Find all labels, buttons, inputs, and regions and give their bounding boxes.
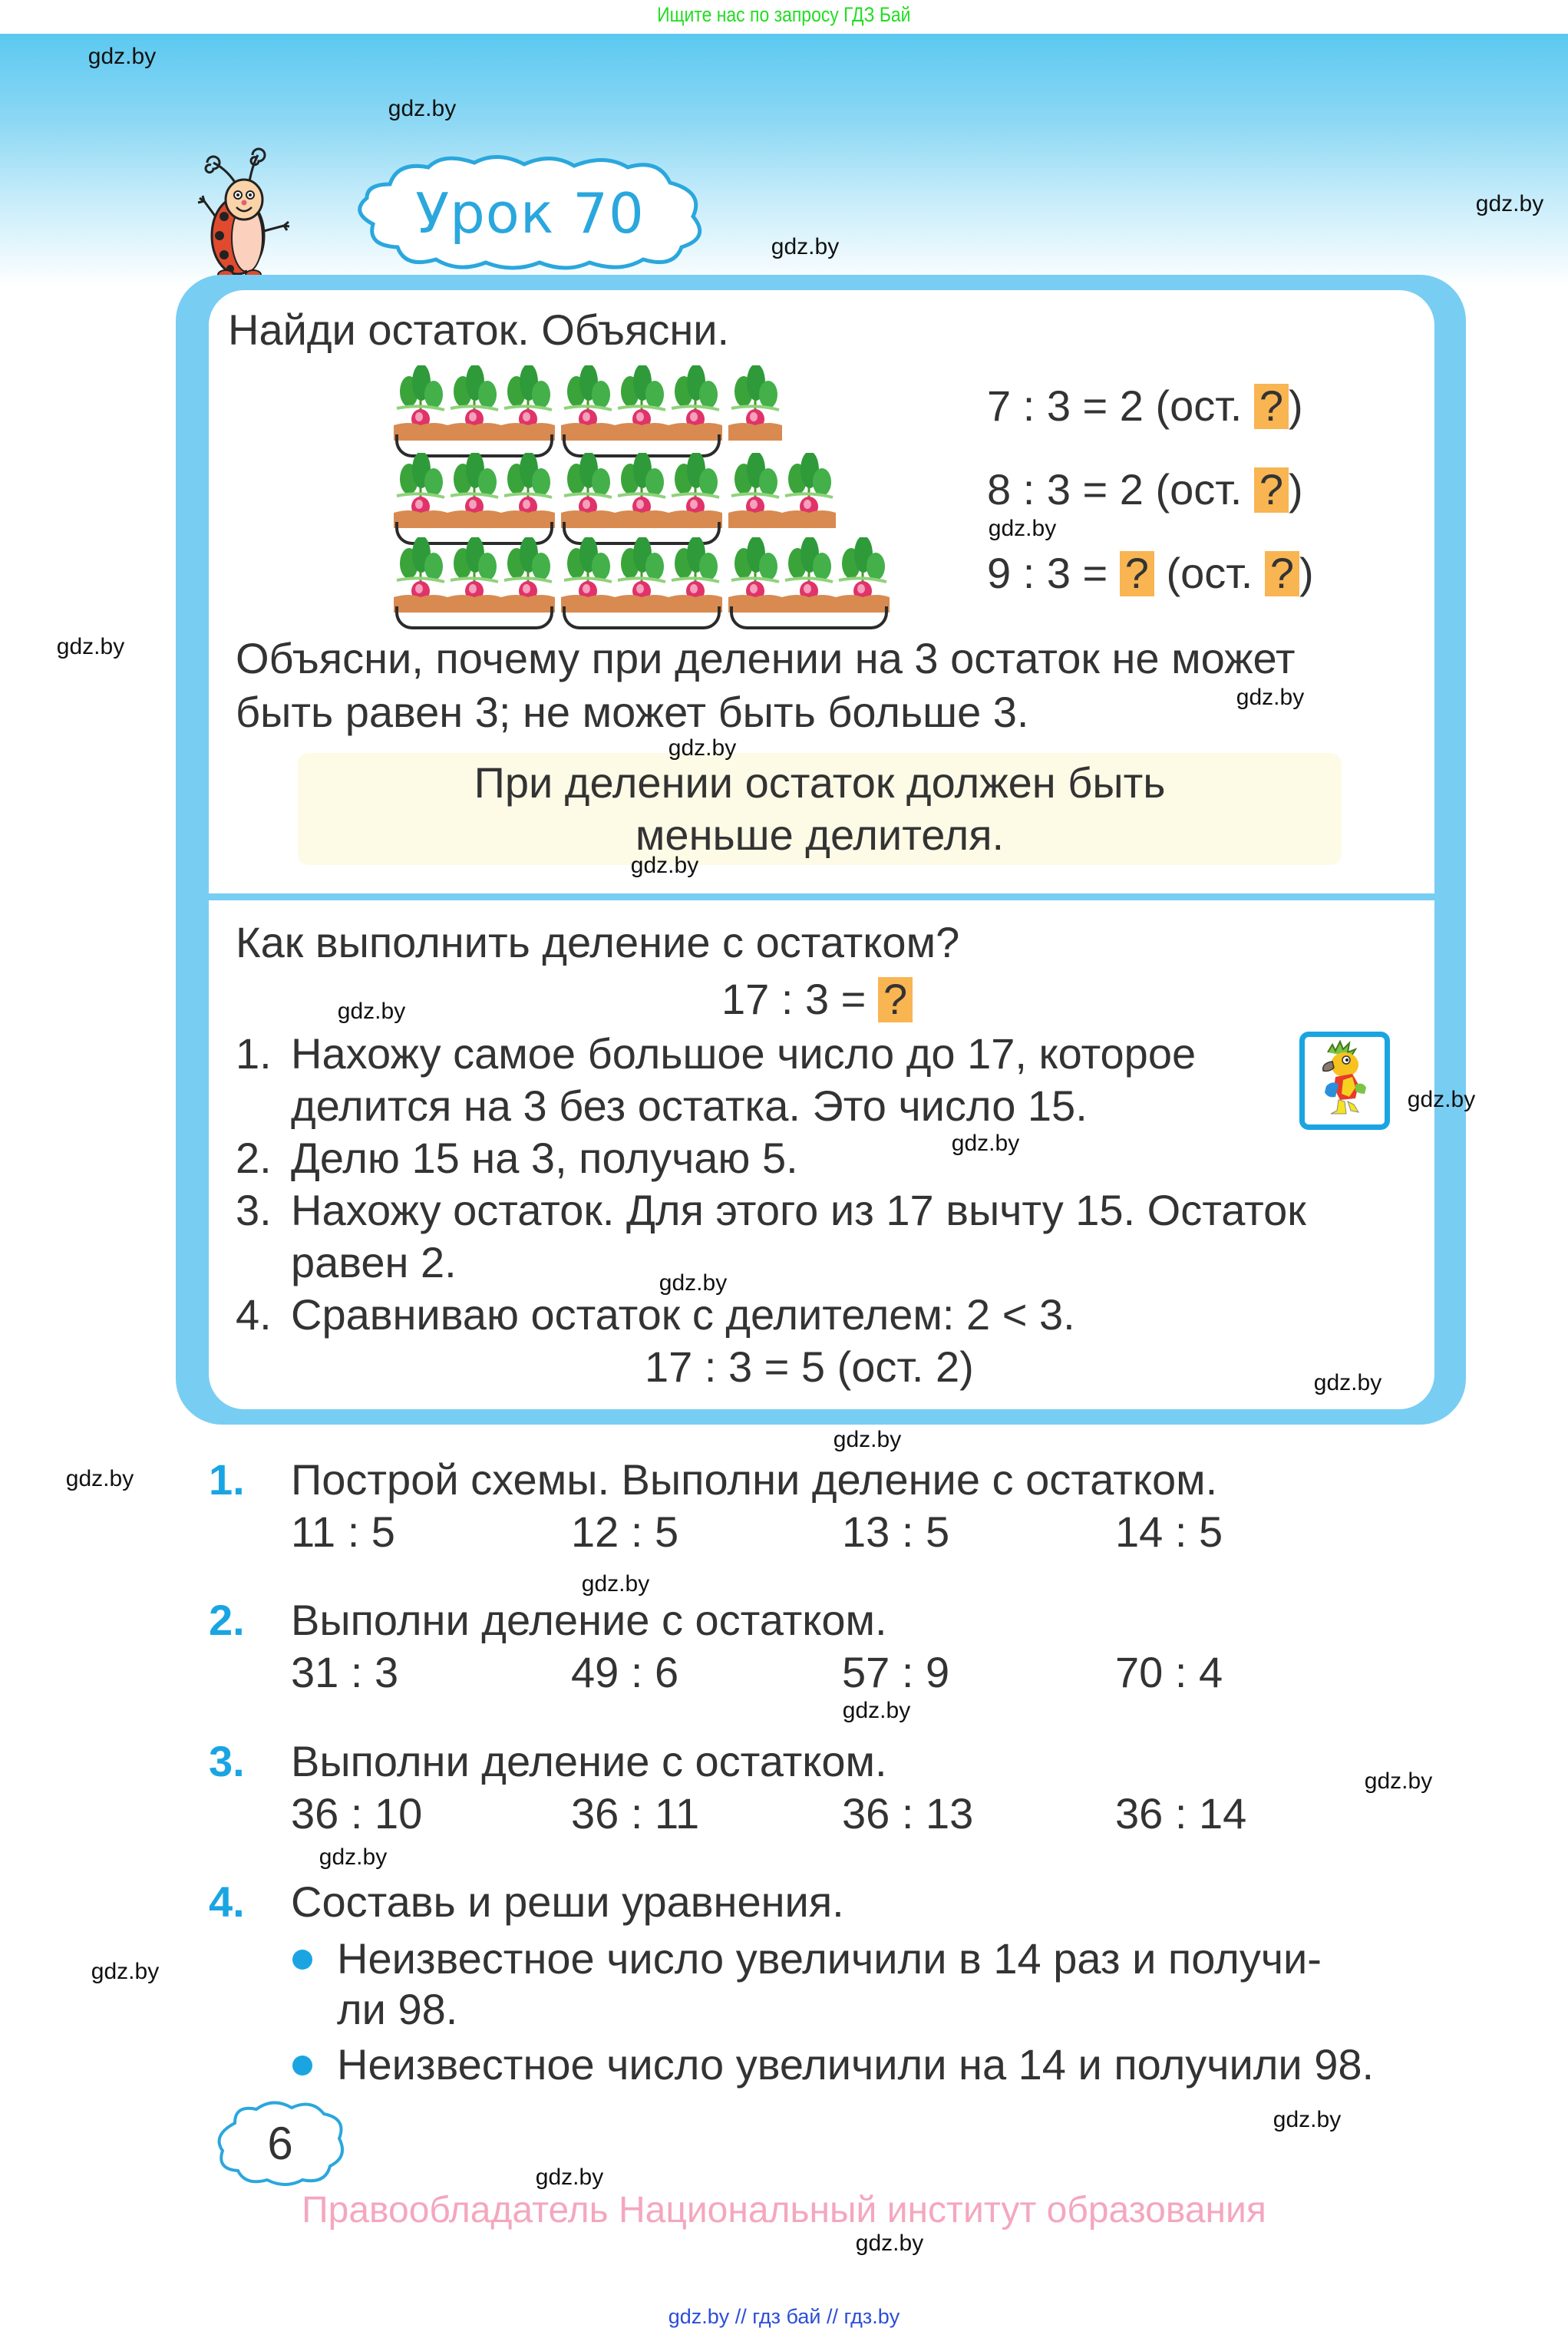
step-2-number: 2. <box>236 1134 272 1182</box>
radish-icon <box>728 365 782 442</box>
radish-icon <box>668 537 722 614</box>
radish-icon <box>394 365 447 442</box>
exercise-4-bullet-2-line1: Неизвестное число увеличили на 14 и получили 98. <box>337 2040 1375 2089</box>
watermark: gdz.by <box>842 1698 911 1723</box>
exercise-4-number: 4. <box>209 1877 245 1926</box>
radish-icon <box>782 537 836 614</box>
watermark: gdz.by <box>1407 1087 1476 1112</box>
exercise-3-text: Выполни деление с остатком. <box>291 1737 887 1785</box>
exercise-2-item: 49 : 6 <box>571 1648 679 1696</box>
step-3-line1: Нахожу остаток. Для этого из 17 вычту 15. Остаток <box>291 1186 1306 1234</box>
radish-icon <box>615 453 668 530</box>
radish-icon <box>394 453 447 530</box>
exercise-1-item: 12 : 5 <box>571 1507 679 1556</box>
ladybug-mascot-icon <box>190 140 298 278</box>
watermark: gdz.by <box>771 234 840 259</box>
watermark: gdz.by <box>1475 191 1544 216</box>
radish-icon <box>561 537 615 614</box>
radish-row-7 <box>394 365 782 459</box>
radish-icon <box>561 365 615 442</box>
radish-group-of-three <box>394 453 555 547</box>
watermark: gdz.by <box>388 96 457 121</box>
radish-icon <box>501 365 555 442</box>
watermark: gdz.by <box>87 44 157 69</box>
parrot-icon <box>1299 1032 1390 1130</box>
radish-icon <box>668 453 722 530</box>
exercise-3-item: 36 : 10 <box>291 1789 423 1838</box>
exercise-3-item: 36 : 14 <box>1115 1789 1247 1838</box>
exercise-1-item: 13 : 5 <box>842 1507 950 1556</box>
example-equation: 17 : 3 = ? <box>721 977 913 1022</box>
radish-remainder-group <box>728 365 782 459</box>
radish-icon <box>501 537 555 614</box>
watermark: gdz.by <box>1236 685 1305 710</box>
unknown-result-box: ? <box>878 977 913 1022</box>
bullet-icon <box>292 2056 312 2075</box>
section2-heading: Как выполнить деление с остатком? <box>236 918 960 966</box>
watermark: gdz.by <box>65 1466 134 1491</box>
radish-row-8 <box>394 453 836 547</box>
step-1-number: 1. <box>236 1029 272 1078</box>
exercise-2-item: 70 : 4 <box>1115 1648 1223 1696</box>
watermark: gdz.by <box>1364 1768 1433 1794</box>
exercise-1-number: 1. <box>209 1455 245 1504</box>
page-number: 6 <box>267 2117 293 2169</box>
step-3-line2: равен 2. <box>291 1238 457 1286</box>
watermark: gdz.by <box>951 1131 1020 1156</box>
watermark: gdz.by <box>630 853 699 878</box>
radish-group-of-three <box>561 537 722 631</box>
radish-icon <box>728 537 782 614</box>
radish-icon <box>836 537 890 614</box>
radish-icon <box>782 453 836 530</box>
watermark: gdz.by <box>855 2231 924 2256</box>
section1-heading: Найди остаток. Объясни. <box>228 305 730 354</box>
exercise-2-item: 31 : 3 <box>291 1648 399 1696</box>
exercise-4-text: Составь и реши уравнения. <box>291 1877 844 1926</box>
section-divider <box>209 893 1434 900</box>
radish-group-of-three <box>394 365 555 459</box>
exercise-2-text: Выполни деление с остатком. <box>291 1596 887 1644</box>
watermark: gdz.by <box>56 634 125 659</box>
watermark: gdz.by <box>337 999 406 1024</box>
radish-icon <box>501 453 555 530</box>
watermark: gdz.by <box>659 1270 728 1296</box>
step-1-line1: Нахожу самое большое число до 17, которое <box>291 1029 1197 1078</box>
lesson-title-cloud <box>344 154 716 272</box>
banner-text: Ищите нас по запросу ГДЗ Бай <box>657 3 911 26</box>
watermark: gdz.by <box>91 1959 160 1984</box>
radish-group-of-three <box>394 537 555 631</box>
exercise-4-bullet-1-line2: ли 98. <box>337 1985 458 2033</box>
footer-links[interactable]: gdz.by // гдз бай // гдз.by <box>668 2305 900 2328</box>
step-2-line1: Делю 15 на 3, получаю 5. <box>291 1134 798 1182</box>
bullet-icon <box>292 1950 312 1970</box>
radish-icon <box>447 537 501 614</box>
exercise-1-item: 11 : 5 <box>291 1507 395 1556</box>
exercise-3-item: 36 : 11 <box>571 1789 700 1838</box>
radish-icon <box>728 453 782 530</box>
exercise-1-text: Построй схемы. Выполни деление с остатком. <box>291 1455 1218 1504</box>
exercise-4-bullet-1-line1: Неизвестное число увеличили в 14 раз и получи- <box>337 1934 1322 1983</box>
top-banner <box>0 0 1568 34</box>
rule-text-line1: При делении остаток должен быть <box>474 758 1166 807</box>
equation-9-div-3: 9 : 3 = ? (ост. ? ) <box>987 549 1314 597</box>
watermark: gdz.by <box>319 1844 388 1870</box>
radish-icon <box>394 537 447 614</box>
watermark: gdz.by <box>833 1427 902 1452</box>
rule-text-line2: меньше делителя. <box>635 811 1005 859</box>
radish-icon <box>668 365 722 442</box>
explain-text-line2: быть равен 3; не может быть больше 3. <box>236 688 1029 736</box>
step-4-line1: Сравниваю остаток с делителем: 2 < 3. <box>291 1290 1075 1339</box>
radish-icon <box>447 453 501 530</box>
exercise-3-item: 36 : 13 <box>842 1789 974 1838</box>
example-result: 17 : 3 = 5 (ост. 2) <box>645 1342 974 1391</box>
exercise-2-number: 2. <box>209 1596 245 1644</box>
equation-7-div-3: 7 : 3 = 2 (ост. ? ) <box>987 381 1303 430</box>
radish-row-9 <box>394 537 890 631</box>
copyright-notice: Правообладатель Национальный институт образования <box>302 2190 1266 2231</box>
exercise-3-number: 3. <box>209 1737 245 1785</box>
watermark: gdz.by <box>988 516 1057 541</box>
page-number-cloud <box>212 2100 348 2186</box>
lesson-title: Урок 70 <box>415 180 645 246</box>
step-3-number: 3. <box>236 1186 272 1234</box>
watermark: gdz.by <box>668 735 737 761</box>
unknown-remainder-box: ? <box>1254 467 1289 513</box>
radish-icon <box>615 365 668 442</box>
radish-group-of-three <box>728 537 890 631</box>
equation-8-div-3: 8 : 3 = 2 (ост. ? ) <box>987 465 1303 514</box>
exercise-1-item: 14 : 5 <box>1115 1507 1223 1556</box>
watermark: gdz.by <box>535 2165 604 2190</box>
radish-remainder-group <box>728 453 836 547</box>
radish-icon <box>615 537 668 614</box>
unknown-quotient-box: ? <box>1120 551 1154 596</box>
unknown-remainder-box: ? <box>1265 551 1299 596</box>
step-1-line2: делится на 3 без остатка. Это число 15. <box>291 1081 1088 1130</box>
watermark: gdz.by <box>581 1571 650 1597</box>
radish-group-of-three <box>561 365 722 459</box>
exercise-2-item: 57 : 9 <box>842 1648 950 1696</box>
radish-icon <box>561 453 615 530</box>
radish-icon <box>447 365 501 442</box>
watermark: gdz.by <box>1273 2107 1342 2132</box>
step-4-number: 4. <box>236 1290 272 1339</box>
unknown-remainder-box: ? <box>1254 384 1289 429</box>
watermark: gdz.by <box>1313 1370 1382 1395</box>
explain-text-line1: Объясни, почему при делении на 3 остаток не может <box>236 634 1296 682</box>
radish-group-of-three <box>561 453 722 547</box>
